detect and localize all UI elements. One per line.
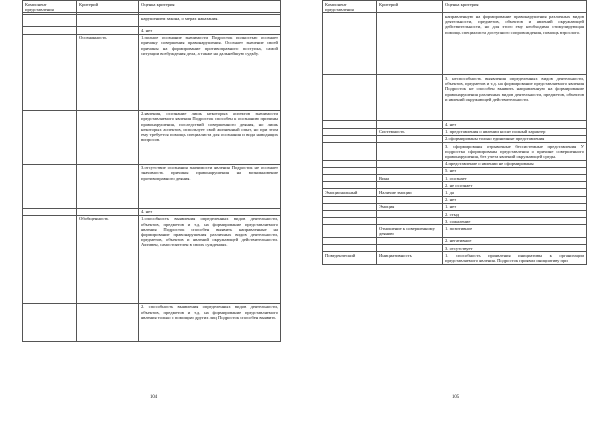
table-row (323, 182, 587, 189)
cell-component (323, 135, 377, 142)
table-row (323, 160, 587, 167)
cell-component (23, 110, 77, 164)
cell-assessment: 3.отсутствие осознания значимости явления Подросток не осознает значимость причины правонарушения на возникновение противоправного деяния. (139, 164, 281, 208)
cell-criterion (77, 164, 139, 208)
table-row (323, 128, 587, 135)
table-row (323, 167, 587, 174)
table-row (323, 189, 587, 196)
page-right (322, 0, 586, 424)
table-header-row (323, 1, 587, 13)
cell-assessment: 2. способность выявления определенных видов деятельности, объектов, предметов и т.д. на формирование представляемого явления только с помощью других лиц Подросток способен выявить (139, 303, 281, 341)
table-row (23, 15, 281, 27)
cell-component (323, 203, 377, 210)
cell-criterion: Эмоция (377, 203, 443, 210)
cell-component (323, 245, 377, 252)
header-criterion: Критерий (377, 1, 443, 13)
table-row (23, 215, 281, 303)
cell-assessment: 2.явления, осознание лишь некоторых аспектов значимости представляемого явления Подросток способен к осознанию причины правонарушения, последствий совершенного деяния, но лишь некоторых аспектов, использует свой жизненный опыт, но при этом ему требуется помощь специалиста для осознания и вида наводящих вопросов. (139, 110, 281, 164)
cell-criterion (377, 167, 443, 174)
cell-criterion (377, 75, 443, 121)
cell-criterion (77, 110, 139, 164)
cell-criterion: Отношение к совершенному деянию (377, 225, 443, 237)
cell-criterion (377, 160, 443, 167)
table-row (323, 237, 587, 244)
cell-assessment: 5. нет (443, 167, 587, 174)
cell-assessment: 2. стыд (443, 211, 587, 218)
criteria-table-right (322, 0, 587, 265)
cell-assessment: 1. осознает (443, 175, 587, 182)
cell-criterion: Наличие эмоции (377, 189, 443, 196)
cell-component (23, 208, 77, 215)
table-row (323, 121, 587, 128)
cell-assessment: 2. негативное (443, 237, 587, 244)
header-criterion: Критерий (77, 1, 139, 13)
cell-criterion: Инициативность (377, 252, 443, 264)
cell-component: Эмоциональный (323, 189, 377, 196)
table-row (323, 211, 587, 218)
cell-component (23, 164, 77, 208)
cell-assessment: направленную на формирование правонарушения различных видов деятельности, предметов, объектов и явлений окружающей действительности, но для этого ему необходима стимулирующая помощь специалиста доступного сопровождения, помощь взрослого. (443, 13, 587, 75)
cell-component (323, 75, 377, 121)
header-component: Компонент представления (23, 1, 77, 13)
cell-component (23, 27, 77, 34)
header-assessment: Оценка критерия (139, 1, 281, 13)
cell-assessment: 1. позитивное (443, 225, 587, 237)
cell-component (323, 121, 377, 128)
cell-criterion (377, 143, 443, 161)
cell-component (323, 225, 377, 237)
table-row (323, 135, 587, 142)
cell-criterion (377, 245, 443, 252)
cell-criterion (377, 182, 443, 189)
table-row (323, 196, 587, 203)
cell-assessment: 4. нет (139, 27, 281, 34)
cell-component (323, 143, 377, 161)
cell-criterion (377, 135, 443, 142)
cell-assessment: 4. нет (139, 208, 281, 215)
table-row (23, 208, 281, 215)
table-row (323, 252, 587, 264)
cell-assessment: 1. способность проявления инициативы к организации представляемого явления. Подросток проявил инициативу при (443, 252, 587, 264)
cell-criterion (77, 15, 139, 27)
cell-assessment: 4.представление о явлении не сформированы (443, 160, 587, 167)
cell-assessment: 1.полное осознание значимости Подросток полностью осознает причину совершения правонарушения. Осознает значение своей причины на формирование противоправного поступка, самой ситуации возбуждения дела, а также на дальнейшую судьбу. (139, 34, 281, 110)
cell-assessment: 1.способность выявления определенных видов деятельности, объектов, предметов и т.д. на формирование представляемого явления Подросток способен выявить направленные на формирование правонарушения различных видов деятельности, предметов, объектов и явлений окружающей действительности. Активен, самостоятелен в своих суждениях. (139, 215, 281, 303)
table-row (323, 218, 587, 225)
cell-criterion (77, 303, 139, 341)
cell-criterion (377, 218, 443, 225)
cell-component (323, 160, 377, 167)
cell-component (23, 215, 77, 303)
cell-criterion: Вина (377, 175, 443, 182)
table-row (323, 203, 587, 210)
cell-component (323, 218, 377, 225)
cell-assessment: 1. нет (443, 203, 587, 210)
cell-component (23, 303, 77, 341)
cell-component (323, 167, 377, 174)
table-row (323, 13, 587, 75)
table-row (23, 303, 281, 341)
table-row (23, 164, 281, 208)
table-row (323, 225, 587, 237)
cell-assessment: 1. представления о явлении носят полный характер (443, 128, 587, 135)
cell-assessment: 3. неспособность выявления определенных видов деятельности, объектов, предметов и т.д. на формирование представляемого явления Подросток не способен выявить направленную на формирование правонарушения различных видов деятельности, предметов, объектов и явлений окружающей действительности. (443, 75, 587, 121)
table-row (323, 245, 587, 252)
header-assessment: Оценка критерия (443, 1, 587, 13)
cell-component (323, 13, 377, 75)
cell-assessment: 1. да (443, 189, 587, 196)
cell-assessment: 2. нет (443, 196, 587, 203)
cell-criterion (377, 13, 443, 75)
cell-criterion: Системность (377, 128, 443, 135)
cell-criterion: Осознанность (77, 34, 139, 110)
page-number: 105 (452, 395, 460, 400)
page-number: 104 (150, 395, 158, 400)
cell-component (323, 196, 377, 203)
cell-criterion (377, 237, 443, 244)
cell-criterion: Обобщенность (77, 215, 139, 303)
cell-criterion (377, 211, 443, 218)
cell-assessment: 3. отсутствует (443, 245, 587, 252)
cell-criterion (377, 196, 443, 203)
table-row (23, 110, 281, 164)
header-component: Компонент представления (323, 1, 377, 13)
table-header-row (23, 1, 281, 13)
table-row (23, 34, 281, 110)
cell-assessment: 2.сформированы только единичные представления (443, 135, 587, 142)
cell-assessment: 3. сожаление (443, 218, 587, 225)
cell-component (323, 128, 377, 135)
cell-assessment: 2. не осознает (443, 182, 587, 189)
page-left (22, 0, 280, 424)
criteria-table-left (22, 0, 281, 342)
cell-criterion (377, 121, 443, 128)
cell-assessment: нарушением закона, о мерах наказания. (139, 15, 281, 27)
cell-component (23, 15, 77, 27)
cell-component (323, 182, 377, 189)
cell-component (323, 211, 377, 218)
table-row (323, 143, 587, 161)
cell-component: Поведенческий (323, 252, 377, 264)
cell-assessment: 3. сформированы отрывочные бессистемные представления У подростка сформированы представления о причине совершенного правонарушения, без учета явлений окружающей среды. (443, 143, 587, 161)
table-row (323, 175, 587, 182)
cell-criterion (77, 27, 139, 34)
table-row (323, 75, 587, 121)
cell-criterion (77, 208, 139, 215)
cell-component (323, 237, 377, 244)
table-row (23, 27, 281, 34)
cell-component (23, 34, 77, 110)
cell-component (323, 175, 377, 182)
cell-assessment: 4. нет (443, 121, 587, 128)
